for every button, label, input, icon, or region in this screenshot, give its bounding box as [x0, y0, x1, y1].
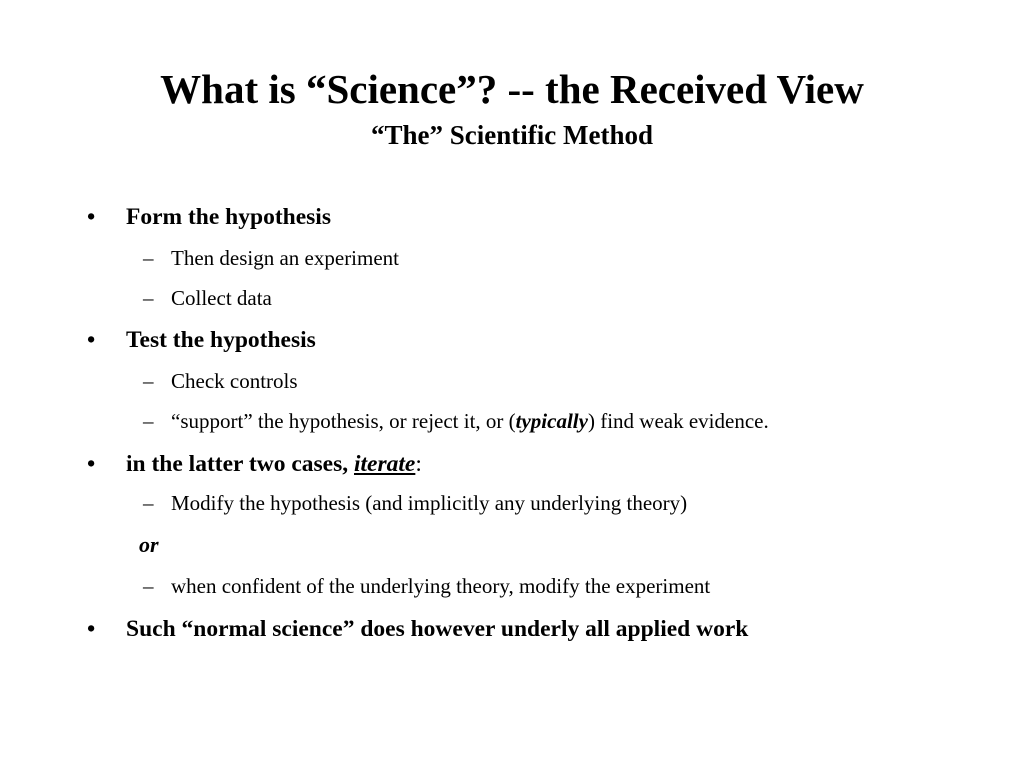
- dash-marker: –: [143, 409, 154, 433]
- subbullet-text: Then design an experiment: [171, 246, 400, 270]
- dash-marker: –: [143, 574, 154, 598]
- bullet-text: Test the hypothesis: [126, 327, 316, 353]
- text-segment: :: [415, 451, 422, 477]
- subbullet-text: Check controls: [171, 369, 298, 393]
- dash-marker: –: [143, 369, 154, 393]
- text-segment: “support” the hypothesis, or reject it, or (: [171, 409, 516, 433]
- dash-marker: –: [143, 286, 154, 310]
- subbullet-text: Modify the hypothesis (and implicitly any underlying theory): [171, 491, 688, 515]
- slide-title: What is “Science”? -- the Received View: [160, 66, 864, 112]
- bullet-marker: •: [87, 616, 96, 642]
- bullet-text: Form the hypothesis: [126, 204, 331, 230]
- subbullet-text: Collect data: [171, 286, 272, 310]
- bullet-text: Such “normal science” does however underly all applied work: [126, 616, 749, 642]
- text-segment: in the latter two cases,: [126, 451, 354, 477]
- slide-subtitle: “The” Scientific Method: [371, 120, 653, 150]
- dash-marker: –: [143, 246, 154, 270]
- bullet-marker: •: [87, 327, 96, 353]
- text-segment: ) find weak evidence.: [587, 409, 769, 433]
- bullet-marker: •: [87, 451, 96, 477]
- emphasis-iterate: iterate: [354, 451, 416, 477]
- subbullet-text: when confident of the underlying theory, modify the experiment: [171, 574, 711, 598]
- or-connector: or: [139, 532, 159, 557]
- bullet-marker: •: [87, 204, 96, 230]
- emphasis-typically: typically: [515, 409, 588, 433]
- bullet-text: [126, 449, 422, 479]
- subbullet-text: [171, 407, 769, 435]
- dash-marker: –: [143, 491, 154, 515]
